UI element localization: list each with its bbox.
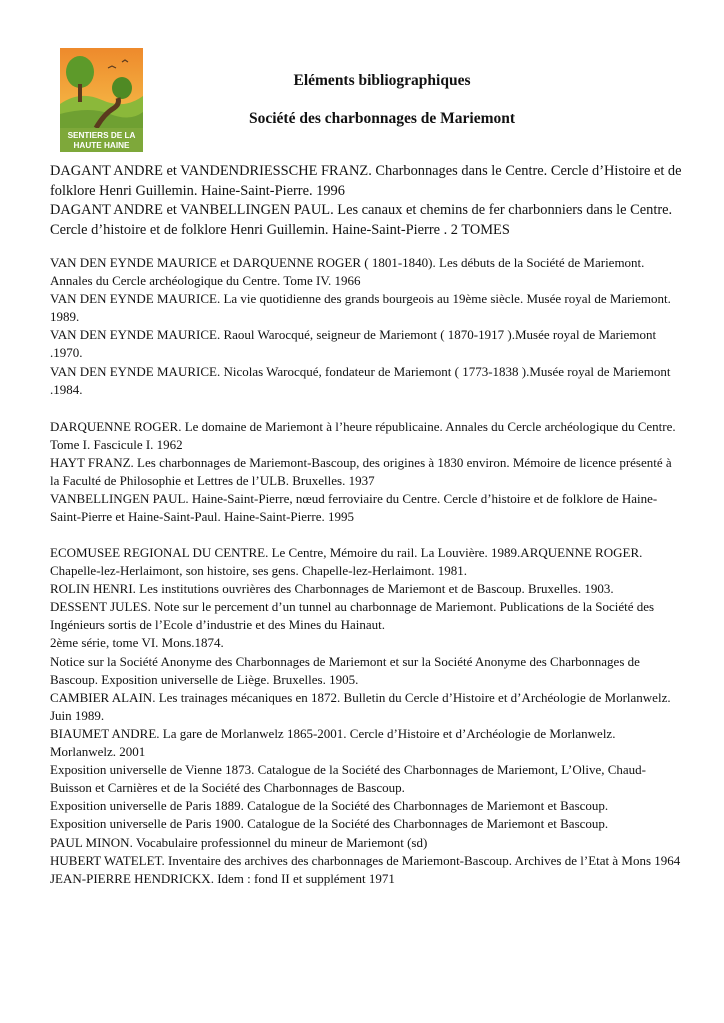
bibliography-entry: VANBELLINGEN PAUL. Haine-Saint-Pierre, nœud ferroviaire du Centre. Cercle d’histoire et de folklore de Haine-Saint-Pierre et Haine-Saint-Paul. Haine-Saint-Pierre. 1995 [50, 491, 658, 525]
bibliography-section-2 [50, 254, 682, 399]
bibliography-entry: ECOMUSEE REGIONAL DU CENTRE. Le Centre, Mémoire du rail. La Louvière. 1989.ARQUENNE ROGER. Chapelle-lez-Herlaimont, son histoire, ses gens. Chapelle-lez-Herlaimont. 1981. [50, 545, 643, 579]
bibliography-section-4 [50, 544, 682, 888]
bibliography-entry: VAN DEN EYNDE MAURICE. Raoul Warocqué, seigneur de Mariemont ( 1870-1917 ).Musée royal de Mariemont .1970. [50, 327, 657, 361]
bibliography-entry: JEAN-PIERRE HENDRICKX. Idem : fond II et supplément 1971 [50, 870, 395, 886]
bibliography-entry: Exposition universelle de Vienne 1873. Catalogue de la Société des Charbonnages de Mariemont, L’Olive, Chaud-Buisson et Carnières et de la Société des Charbonnages de Bascoup. [50, 762, 646, 796]
bibliography-entry: VAN DEN EYNDE MAURICE. La vie quotidienne des grands bourgeois au 19ème siècle. Musée royal de Mariemont. 1989. [50, 291, 671, 325]
logo-bush-icon [112, 77, 132, 99]
bibliography-entry: HAYT FRANZ. Les charbonnages de Mariemont-Bascoup, des origines à 1830 environ. Mémoire de licence présenté à la Faculté de Philosophie et Lettres de l’ULB. Bruxelles. 1937 [50, 455, 672, 489]
bibliography-section-1 [50, 162, 682, 240]
bibliography-entry: CAMBIER ALAIN. Les trainages mécaniques en 1872. Bulletin du Cercle d’Histoire et d’Archéologie de Morlanwelz. Juin 1989. [50, 689, 671, 723]
logo-text-line1: SENTIERS DE LA [67, 131, 136, 140]
bibliography-entry: ROLIN HENRI. Les institutions ouvrières des Charbonnages de Mariemont et de Bascoup. Bruxelles. 1903. [50, 581, 614, 597]
bibliography-entry: Exposition universelle de Paris 1900. Catalogue de la Société des Charbonnages de Mariemont et Bascoup. [50, 816, 609, 832]
logo-tree-trunk [78, 84, 82, 102]
bibliography-entry: HUBERT WATELET. Inventaire des archives des charbonnages de Mariemont-Bascoup. Archives de l’Etat à Mons 1964 [50, 852, 681, 868]
bibliography-entry: DAGANT ANDRE et VANBELLINGEN PAUL. Les canaux et chemins de fer charbonniers dans le Centre. Cercle d’histoire et de folklore Henri Guillemin. Haine-Saint-Pierre . 2 TOMES [50, 202, 673, 238]
bibliography-entry: Exposition universelle de Paris 1889. Catalogue de la Société des Charbonnages de Mariemont et Bascoup. [50, 798, 609, 814]
bibliography-entry: VAN DEN EYNDE MAURICE et DARQUENNE ROGER ( 1801-1840). Les débuts de la Société de Mariemont. Annales du Cercle archéologique du Centre. Tome IV. 1966 [50, 255, 645, 289]
bibliography-entry: 2ème série, tome VI. Mons.1874. [50, 635, 224, 651]
bibliography-entry: VAN DEN EYNDE MAURICE. Nicolas Warocqué, fondateur de Mariemont ( 1773-1838 ).Musée royal de Mariemont .1984. [50, 363, 671, 397]
bibliography-section-3 [50, 418, 682, 527]
bibliography-entry: DARQUENNE ROGER. Le domaine de Mariemont à l’heure républicaine. Annales du Cercle archéologique du Centre. Tome I. Fascicule I. 1962 [50, 419, 676, 453]
bibliography-entry: Notice sur la Société Anonyme des Charbonnages de Mariemont et sur la Société Anonyme des Charbonnages de Bascoup. Exposition universelle de Liège. Bruxelles. 1905. [50, 653, 640, 687]
sentiers-logo [60, 48, 143, 152]
page-title: Eléments bibliographiques [293, 72, 471, 89]
page-subtitle: Société des charbonnages de Mariemont [248, 110, 516, 127]
bibliography-entry: DAGANT ANDRE et VANDENDRIESSCHE FRANZ. Charbonnages dans le Centre. Cercle d’Histoire et de folklore Henri Guillemin. Haine-Saint-Pierre. 1996 [50, 163, 682, 199]
bibliography-entry: PAUL MINON. Vocabulaire professionnel du mineur de Mariemont (sd) [50, 834, 428, 850]
logo-text-line2: HAUTE HAINE [73, 141, 130, 150]
bibliography-entry: DESSENT JULES. Note sur le percement d’un tunnel au charbonnage de Mariemont. Publications de la Société des Ingénieurs sortis de l’Ecole d’industrie et des Mines du Hainaut. [50, 599, 655, 633]
bibliography-entry: BIAUMET ANDRE. La gare de Morlanwelz 1865-2001. Cercle d’Histoire et d’Archéologie de Morlanwelz. Morlanwelz. 2001 [50, 725, 616, 760]
logo-tree-icon [66, 56, 94, 88]
